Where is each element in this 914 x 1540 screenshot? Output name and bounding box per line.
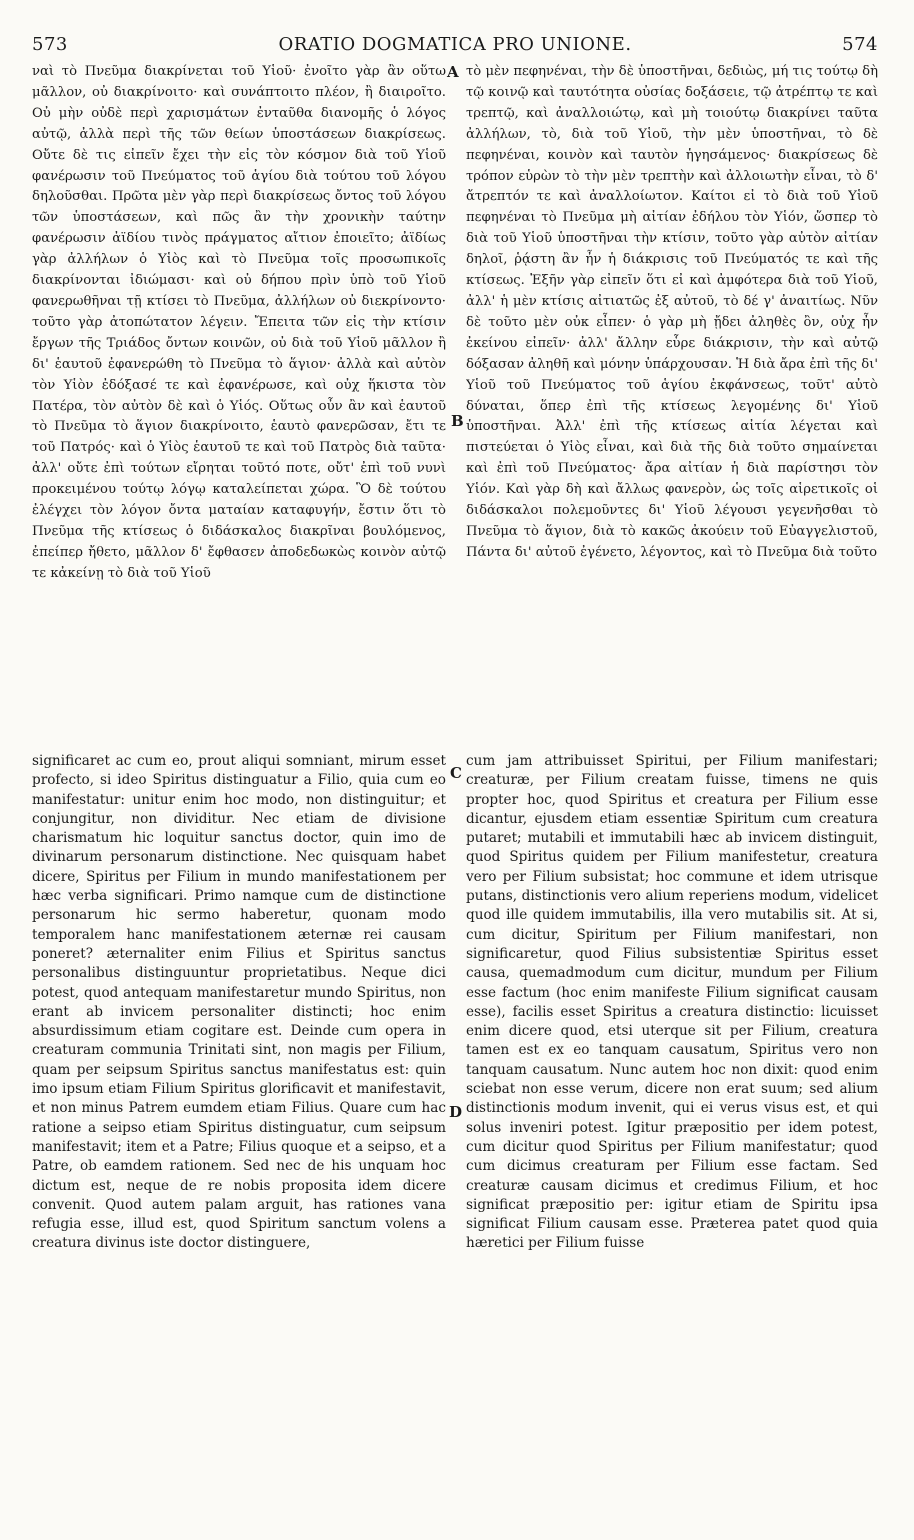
greek-column-left: ναὶ τὸ Πνεῦμα διακρίνεται τοῦ Υἱοῦ· ἐνοῖτο γὰρ ἂν οὕτω μᾶλλον, οὐ διακρίνοιτο· καὶ συνάπτοιτο πλέον, ἢ διαιροῖτο. Οὐ μὴν οὐδὲ περὶ χαρισμάτων ἐνταῦθα διανομῆς ὁ λόγος αὐτῷ, ἀλλὰ περὶ τῆς τῶν θείων ὑποστάσεων διακρίσεως. Οὔτε δὲ τις εἰπεῖν ἔχει τὴν εἰς τὸν κόσμον διὰ τοῦ Υἱοῦ φανέρωσιν τοῦ Πνεύματος τοῦ ἁγίου διὰ τούτου τοῦ λόγου δηλοῦσθαι. Πρῶτα μὲν γὰρ περὶ διακρίσεως ὄντος τοῦ λόγου τῶν ὑποστάσεων, καὶ πῶς ἂν τὴν χρονικὴν ταύτην φανέρωσιν ἀϊδίου τινὸς πράγματος αἴτιον ἐποιεῖτο; ἀϊδίως γὰρ ἀλλήλων ὁ Υἱὸς καὶ τὸ Πνεῦμα τοῖς προσωπικοῖς διακρίνονται ἰδιώμασι· καὶ οὐ δήπου πρὶν ὑπὸ τοῦ Υἱοῦ φανερωθῆναι τῇ κτίσει τὸ Πνεῦμα, ἀλλήλων οὐ διεκρίνοντο· τοῦτο γὰρ ἀτοπώτατον λέγειν. Ἔπειτα τῶν εἰς τὴν κτίσιν ἔργων τῆς Τριάδος ὄντων κοινῶν, οὐ διὰ τοῦ Υἱοῦ μᾶλλον ἢ δι' ἑαυτοῦ ἐφανερώθη τὸ Πνεῦμα τὸ ἅγιον· ἀλλὰ καὶ αὐτὸν τὸν Υἱὸν ἐδόξασέ τε καὶ ἐφανέρωσε, καὶ οὐχ ἥκιστα τὸν Πατέρα, τὸν αὐτὸν δὲ καὶ ὁ Υἱός. Οὕτως οὖν ἂν καὶ ἑαυτοῦ τὸ Πνεῦμα τὸ ἅγιον διακρίνοιτο, ἑαυτὸ φανερῶσαν, ἔτι τε τοῦ Πατρός· καὶ ὁ Υἱὸς ἑαυτοῦ τε καὶ τοῦ Πατρὸς διὰ ταῦτα· ἀλλ' οὔτε ἐπὶ τούτων εἴρηται τοῦτό ποτε, οὔτ' ἐπὶ τοῦ νυνὶ προκειμένου τούτῳ λόγῳ καταλείπεται χώρα. Ὃ δὲ τούτου ἐλέγχει τὸν λόγον ὄντα ματαίαν καταφυγήν, ἔστιν ὅτι τὸ Πνεῦμα τῆς κτίσεως ὁ διδάσκαλος διακρῖναι βουλόμενος, ἐπείπερ ἤθετο, μᾶλλον δ' ἔφθασεν ἀποδεδωκὼς κοινὸν αὐτῷ τε κἀκείνῃ τὸ διὰ τοῦ Υἱοῦ bbox=[32, 64, 446, 581]
running-title: ORATIO DOGMATICA PRO UNIONE. bbox=[278, 34, 632, 55]
running-header bbox=[32, 34, 878, 58]
section-marker-c: C bbox=[450, 764, 462, 782]
page-number-left: 573 bbox=[32, 34, 68, 55]
page-number-right: 574 bbox=[842, 34, 878, 55]
section-marker-a: A bbox=[447, 63, 459, 81]
greek-column-right: τὸ μὲν πεφηνέναι, τὴν δὲ ὑποστῆναι, δεδιὼς, μή τις τούτῳ δὴ τῷ κοινῷ καὶ ταυτότητα οὐσίας δοξάσειε, τῷ ἀτρέπτῳ τε καὶ τρεπτῷ, καὶ ἀναλλοιώτῳ, καὶ μὴ τοιούτῳ διακρίνει ταῦτα ἀλλήλων, τὸ, διὰ τοῦ Υἱοῦ, τὴν μὲν ὑποστῆναι, τὸ δὲ πεφηνέναι, κοινὸν καὶ ταυτὸν ἡγησάμενος· διακρίσεως δὲ τρόπον εὑρὼν τὸ τὴν μὲν τρεπτὴν καὶ ἀλλοιωτὴν εἶναι, τὸ δ' ἄτρεπτόν τε καὶ ἀναλλοίωτον. Καίτοι εἰ τὸ διὰ τοῦ Υἱοῦ πεφηνέναι τὸ Πνεῦμα μὴ αἰτίαν ἐδήλου τὸν Υἱόν, ὥσπερ τὸ διὰ τοῦ Υἱοῦ ὑποστῆναι τὴν κτίσιν, τοῦτο γὰρ αὐτὸν αἰτίαν δηλοῖ, ῥᾴστη ἂν ἦν ἡ διάκρισις τοῦ Πνεύματός τε καὶ τῆς κτίσεως. Ἐξῆν γὰρ εἰπεῖν ὅτι εἰ καὶ ἀμφότερα διὰ τοῦ Υἱοῦ, ἀλλ' ἡ μὲν κτίσις αἰτιατῶς ἐξ αὐτοῦ, τὸ δέ γ' ἀναιτίως. Νῦν δὲ τοῦτο μὲν οὐκ εἶπεν· ὁ γὰρ μὴ ᾔδει ἀληθὲς ὂν, οὐχ ἦν ἐκείνου εἰπεῖν· ἀλλ' ἄλλην εὗρε διάκρισιν, τὴν καὶ αὐτῷ δόξασαν ἀληθῆ καὶ μόνην ὑπάρχουσαν. Ἡ διὰ ἄρα ἐπὶ τῆς δι' Υἱοῦ τοῦ Πνεύματος τοῦ ἁγίου ἐκφάνσεως, τοῦτ' αὐτὸ δύναται, ὅπερ ἐπὶ τῆς κτίσεως λεγομένης δι' Υἱοῦ ὑποστῆναι. Ἀλλ' ἐπὶ τῆς κτίσεως αἰτία λέγεται καὶ πιστεύεται ὁ Υἱὸς εἶναι, καὶ διὰ τῆς διὰ τοῦτο σημαίνεται καὶ ἐπὶ τοῦ Πνεύματος· ἄρα αἰτίαν ἡ διὰ παρίστησι τὸν Υἱόν. Καὶ γὰρ δὴ καὶ ἄλλως φανερὸν, ὡς τοῖς αἱρετικοῖς οἱ διδάσκαλοι πολεμοῦντες δι' Υἱοῦ λέγουσι γεγενῆσθαι τὸ Πνεῦμα τὸ ἅγιον, διὰ τὸ κακῶς ἀκούειν τοῦ Εὐαγγελιστοῦ, Πάντα δι' αὐτοῦ ἐγένετο, λέγοντος, καὶ τὸ Πνεῦμα διὰ τοῦτο bbox=[466, 64, 878, 560]
latin-column-left: significaret ac cum eo, prout aliqui somniant, mirum esset profecto, si ideo Spiritus distinguatur a Filio, quia cum eo manifestatur: unitur enim hoc modo, non distinguitur; et conjungitur, non dividitur. Nec etiam de divisione charismatum hic loquitur sanctus doctor, quin imo de divinarum personarum distinctione. Nec quisquam habet dicere, Spiritus per Filium in mundo manifestationem per hæc verba significari. Primo namque cum de distinctione personarum hic sermo haberetur, quonam modo temporalem hanc manifestationem æternæ rei causam poneret? æternaliter enim Filius et Spiritus sanctus personalibus distinguuntur proprietatibus. Neque dici potest, quod antequam manifestaretur mundo Spiritus, non erant ab invicem personaliter distincti; hoc enim absurdissimum etiam cogitare est. Deinde cum opera in creaturam communia Trinitati sint, non magis per Filium, quam per seipsum Spiritus sanctus manifestatus est: quin imo ipsum etiam Filium Spiritus glorificavit et manifestavit, et non minus Patrem eumdem etiam Filius. Quare cum hac ratione a seipso etiam Spiritus distinguatur, cum seipsum manifestavit; item et a Patre; Filius quoque et a seipso, et a Patre, ob eamdem rationem. Sed nec de his unquam hoc dictum est, neque de re nobis proposita idem dicere convenit. Quod autem palam arguit, has rationes vana refugia esse, illud est, quod Spiritum sanctum volens a creatura divinus iste doctor distinguere, bbox=[32, 753, 446, 1252]
latin-column-right: cum jam attribuisset Spiritui, per Filium manifestari; creaturæ, per Filium creatam fuisse, timens ne quis propter hoc, quod Spiritus et creatura per Filium esse dicantur, ejusdem etiam essentiæ Spiritum cum creatura putaret; mutabili et immutabili hæc ab invicem distinguit, quod Spiritus quidem per Filium manifestetur, creatura vero per Filium subsistat; hoc commune et idem utrisque putans, distinctionis vero alium reperiens modum, videlicet quod ille quidem immutabilis, illa vero mutabilis sit. At si, cum dicitur, Spiritum per Filium manifestari, non significaretur, quod Filius subsistentiæ Spiritus esset causa, quemadmodum cum dicitur, mundum per Filium esse factum (hoc enim manifeste Filium significat causam esse), facilis esset Spiritus a creatura distinctio: licuisset enim dicere quod, etsi uterque sit per Filium, creatura tamen est ex eo tanquam causatum, Spiritus vero non tanquam causatum. Nunc autem hoc non dixit: quod enim sciebat non esse verum, dicere non erat suum; sed alium distinctionis modum invenit, qui ei verus visus est, et qui solus inveniri potest. Igitur præpositio per idem potest, cum dicitur quod Spiritus per Filium manifestatur; quod cum dicimus creaturam per Filium esse factam. Sed creaturæ causam dicimus et credimus Filium, et hoc significat præpositio per: igitur etiam de Spiritu ipsa significat Filium causam esse. Prætereа patet quod quia hæretici per Filium fuisse bbox=[466, 753, 878, 1252]
section-marker-b: B bbox=[451, 412, 464, 430]
section-marker-d: D bbox=[449, 1103, 463, 1121]
